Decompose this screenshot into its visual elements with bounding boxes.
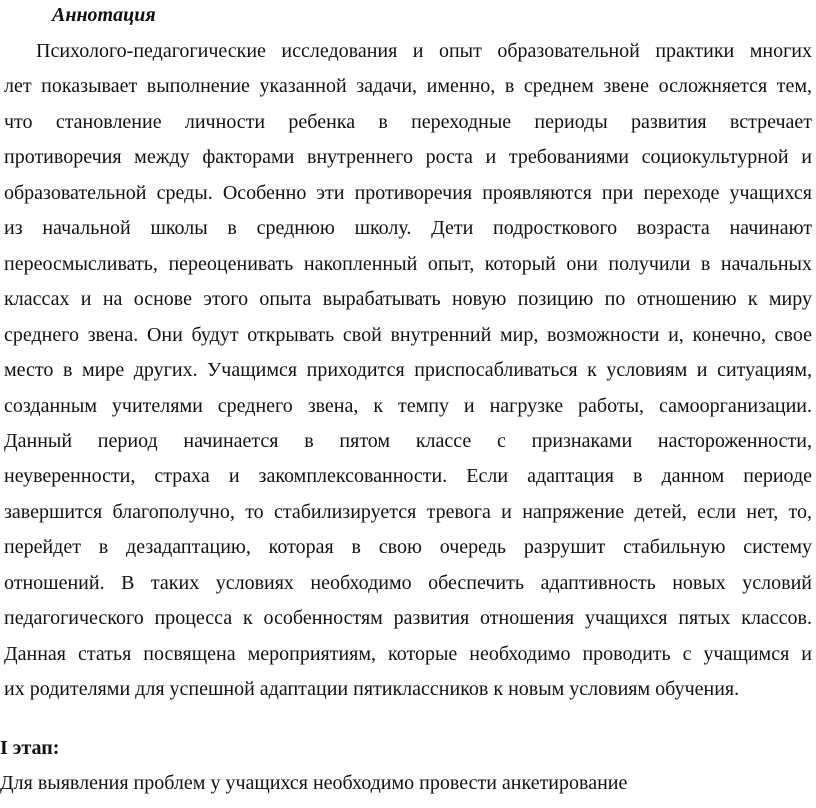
paragraph-line: завершится благополучно, то стабилизируется тревога и напряжение детей, если нет, то, [4, 500, 812, 523]
paragraph-line: лет показывает выполнение указанной задачи, именно, в среднем звене осложняется тем, [4, 75, 812, 98]
paragraph-line: место в мире других. Учащимся приходится приспосабливаться к условиям и ситуациям, [4, 359, 812, 382]
paragraph-line: переосмысливать, переоценивать накопленный опыт, который они получили в начальных [4, 252, 812, 275]
paragraph-line: Данная статья посвящена мероприятиям, которые необходимо проводить с учащимся и [4, 642, 812, 665]
paragraph-line: противоречия между факторами внутреннего роста и требованиями социокультурной и [4, 146, 812, 169]
annotation-heading: Аннотация [52, 4, 156, 26]
paragraph-line: педагогического процесса к особенностям развития отношения учащихся пятых классов. [4, 607, 812, 630]
paragraph-line: отношений. В таких условиях необходимо обеспечить адаптивность новых условий [4, 571, 812, 594]
paragraph-line: Психолого-педагогические исследования и опыт образовательной практики многих [36, 40, 812, 62]
annotation-paragraph [4, 34, 812, 708]
paragraph-line: их родителями для успешной адаптации пятиклассников к новым условиям обучения. [4, 678, 740, 701]
paragraph-line: перейдет в дезадаптацию, которая в свою очередь разрушит стабильную систему [4, 536, 812, 559]
paragraph-line: неуверенности, страха и закомплексованности. Если адаптация в данном периоде [4, 465, 812, 488]
stage-description: Для выявления проблем у учащихся необходимо провести анкетирование [0, 772, 628, 794]
paragraph-line: созданным учителями среднего звена, к темпу и нагрузке работы, самоорганизации. [4, 394, 812, 417]
paragraph-line: из начальной школы в среднюю школу. Дети подросткового возраста начинают [4, 217, 812, 240]
stage-heading: I этап: [0, 737, 60, 759]
paragraph-line: классах и на основе этого опыта вырабатывать новую позицию по отношению к миру [4, 288, 812, 311]
paragraph-line: среднего звена. Они будут открывать свой внутренний мир, возможности и, конечно, свое [4, 323, 812, 346]
paragraph-line: Данный период начинается в пятом классе с признаками настороженности, [4, 429, 812, 452]
paragraph-line: что становление личности ребенка в переходные периоды развития встречает [4, 110, 812, 133]
paragraph-line: образовательной среды. Особенно эти противоречия проявляются при переходе учащихся [4, 181, 812, 204]
